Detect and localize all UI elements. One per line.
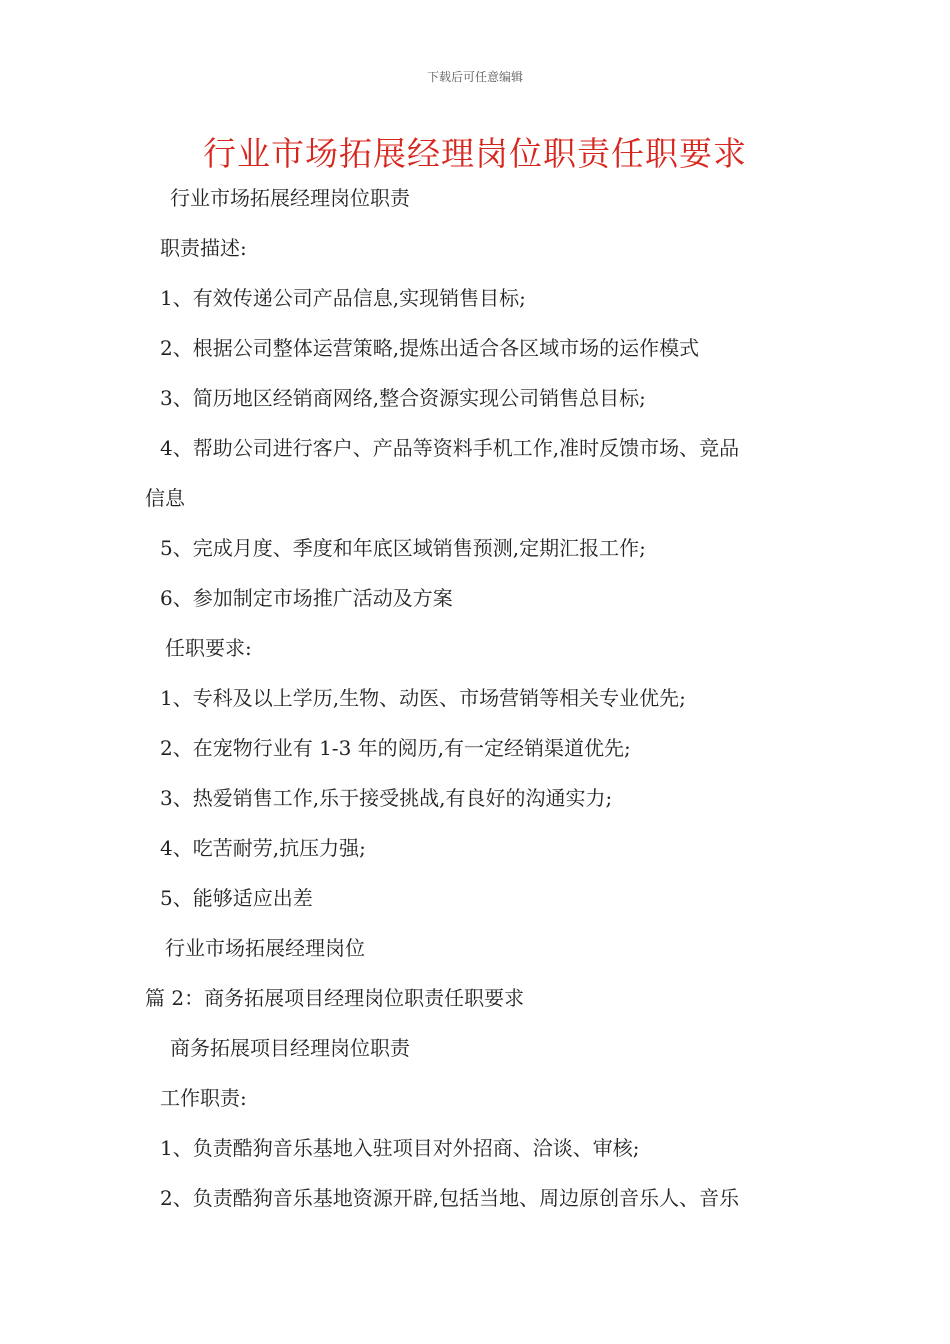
document-title: 行业市场拓展经理岗位职责任职要求 — [203, 134, 747, 173]
list-item: 2、在宠物行业有 1-3 年的阅历,有一定经销渠道优先; — [160, 736, 631, 760]
section-heading: 商务拓展项目经理岗位职责 — [170, 1036, 410, 1060]
list-item: 3、热爱销售工作,乐于接受挑战,有良好的沟通实力; — [160, 786, 613, 810]
list-item: 6、参加制定市场推广活动及方案 — [160, 586, 453, 610]
subheading-duties: 职责描述: — [160, 236, 247, 260]
list-item: 2、负责酷狗音乐基地资源开辟,包括当地、周边原创音乐人、音乐 — [160, 1186, 740, 1210]
section-footer: 行业市场拓展经理岗位 — [165, 936, 365, 960]
list-item: 3、简历地区经销商网络,整合资源实现公司销售总目标; — [160, 386, 646, 410]
chapter-heading: 篇 2：商务拓展项目经理岗位职责任职要求 — [145, 986, 525, 1010]
subheading-work-duties: 工作职责: — [160, 1086, 247, 1110]
section-heading: 行业市场拓展经理岗位职责 — [170, 186, 410, 210]
subheading-requirements: 任职要求: — [165, 636, 252, 660]
list-item: 1、负责酷狗音乐基地入驻项目对外招商、洽谈、审核; — [160, 1136, 640, 1160]
list-item: 4、吃苦耐劳,抗压力强; — [160, 836, 366, 860]
list-item: 4、帮助公司进行客户、产品等资料手机工作,准时反馈市场、竞品 — [160, 436, 740, 460]
list-item: 2、根据公司整体运营策略,提炼出适合各区域市场的运作模式 — [160, 336, 700, 360]
list-item-continued: 信息 — [145, 486, 185, 510]
list-item: 1、专科及以上学历,生物、动医、市场营销等相关专业优先; — [160, 686, 686, 710]
header-note: 下载后可任意编辑 — [426, 70, 523, 84]
list-item: 5、完成月度、季度和年底区域销售预测,定期汇报工作; — [160, 536, 646, 560]
list-item: 1、有效传递公司产品信息,实现销售目标; — [160, 286, 526, 310]
list-item: 5、能够适应出差 — [160, 886, 313, 910]
